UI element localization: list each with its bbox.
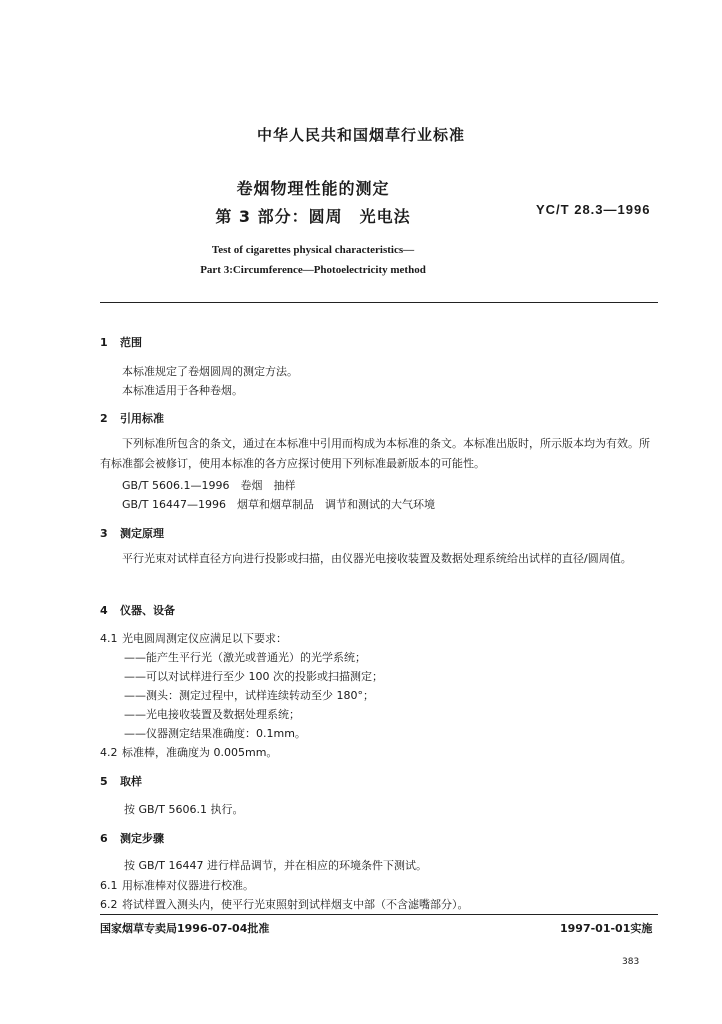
clause-text: 标准棒，准确度为 0.005mm。 (122, 746, 278, 759)
section-3-paragraph: 平行光束对试样直径方向进行投影或扫描，由仪器光电接收装置及数据处理系统给出试样的直径/圆周值。 (122, 552, 632, 565)
section-number: 3 (100, 527, 108, 540)
section-number: 1 (100, 336, 108, 349)
requirement-item-4: ——光电接收装置及数据处理系统； (124, 708, 300, 721)
clause-4-1 (100, 630, 287, 646)
clause-number: 6.1 (100, 879, 118, 892)
section-2-paragraph: 下列标准所包含的条文，通过在本标准中引用而构成为本标准的条文。本标准出版时，所示版本均为有效。所有标准都会被修订，使用本标准的各方应探讨使用下列标准最新版本的可能性。 (100, 437, 650, 470)
section-1-para-2: 本标准适用于各种卷烟。 (122, 384, 243, 397)
section-title: 取样 (120, 775, 142, 788)
section-title: 测定步骤 (120, 832, 164, 845)
section-1-para-1: 本标准规定了卷烟圆周的测定方法。 (122, 365, 298, 378)
normative-reference-1: GB/T 5606.1—1996 卷烟 抽样 (122, 479, 296, 492)
title-en-line2: Part 3:Circumference—Photoelectricity method (200, 264, 426, 276)
footer-divider (100, 914, 658, 915)
clause-number: 4.1 (100, 632, 118, 645)
clause-text: 用标准棒对仪器进行校准。 (122, 879, 254, 892)
header-divider (100, 302, 658, 303)
title-en-line1: Test of cigarettes physical characteristics— (211, 244, 415, 256)
section-title: 仪器、设备 (120, 604, 175, 617)
title-cn-line2: 第 3 部分：圆周 光电法 (215, 207, 411, 226)
standard-number: YC/T 28.3—1996 (536, 202, 651, 217)
clause-4-2 (100, 744, 277, 760)
section-1-heading (100, 334, 142, 350)
effective-date: 1997-01-01实施 (560, 922, 653, 935)
issuing-organization: 中华人民共和国烟草行业标准 (256, 126, 465, 144)
requirement-item-5: ——仪器测定结果准确度：0.1mm。 (124, 727, 306, 740)
clause-text: 将试样置入测头内，使平行光束照射到试样烟支中部（不含滤嘴部分）。 (122, 898, 469, 911)
section-6-heading (100, 830, 164, 846)
approval-date: 国家烟草专卖局1996-07-04批准 (100, 922, 270, 935)
section-title: 引用标准 (120, 412, 164, 425)
clause-text: 光电圆周测定仪应满足以下要求： (122, 632, 287, 645)
normative-reference-2: GB/T 16447—1996 烟草和烟草制品 调节和测试的大气环境 (122, 498, 435, 511)
section-number: 6 (100, 832, 108, 845)
clause-number: 4.2 (100, 746, 118, 759)
section-title: 测定原理 (120, 527, 164, 540)
section-number: 4 (100, 604, 108, 617)
page-number: 383 (622, 957, 640, 967)
title-cn-line1: 卷烟物理性能的测定 (236, 179, 390, 198)
section-5-heading (100, 773, 142, 789)
section-number: 2 (100, 412, 108, 425)
requirement-item-2: ——可以对试样进行至少 100 次的投影或扫描测定； (124, 670, 383, 683)
clause-number: 6.2 (100, 898, 118, 911)
clause-6-2 (100, 896, 469, 912)
section-number: 5 (100, 775, 108, 788)
section-title: 范围 (120, 336, 142, 349)
clause-6-1 (100, 877, 254, 893)
section-2-heading (100, 410, 164, 426)
section-6-paragraph: 按 GB/T 16447 进行样品调节，并在相应的环境条件下测试。 (124, 859, 427, 872)
section-3-heading (100, 525, 164, 541)
requirement-item-1: ——能产生平行光（激光或普通光）的光学系统； (124, 651, 366, 664)
section-4-heading (100, 602, 175, 618)
section-5-paragraph: 按 GB/T 5606.1 执行。 (124, 803, 244, 816)
requirement-item-3: ——测头：测定过程中，试样连续转动至少 180°； (124, 689, 374, 702)
